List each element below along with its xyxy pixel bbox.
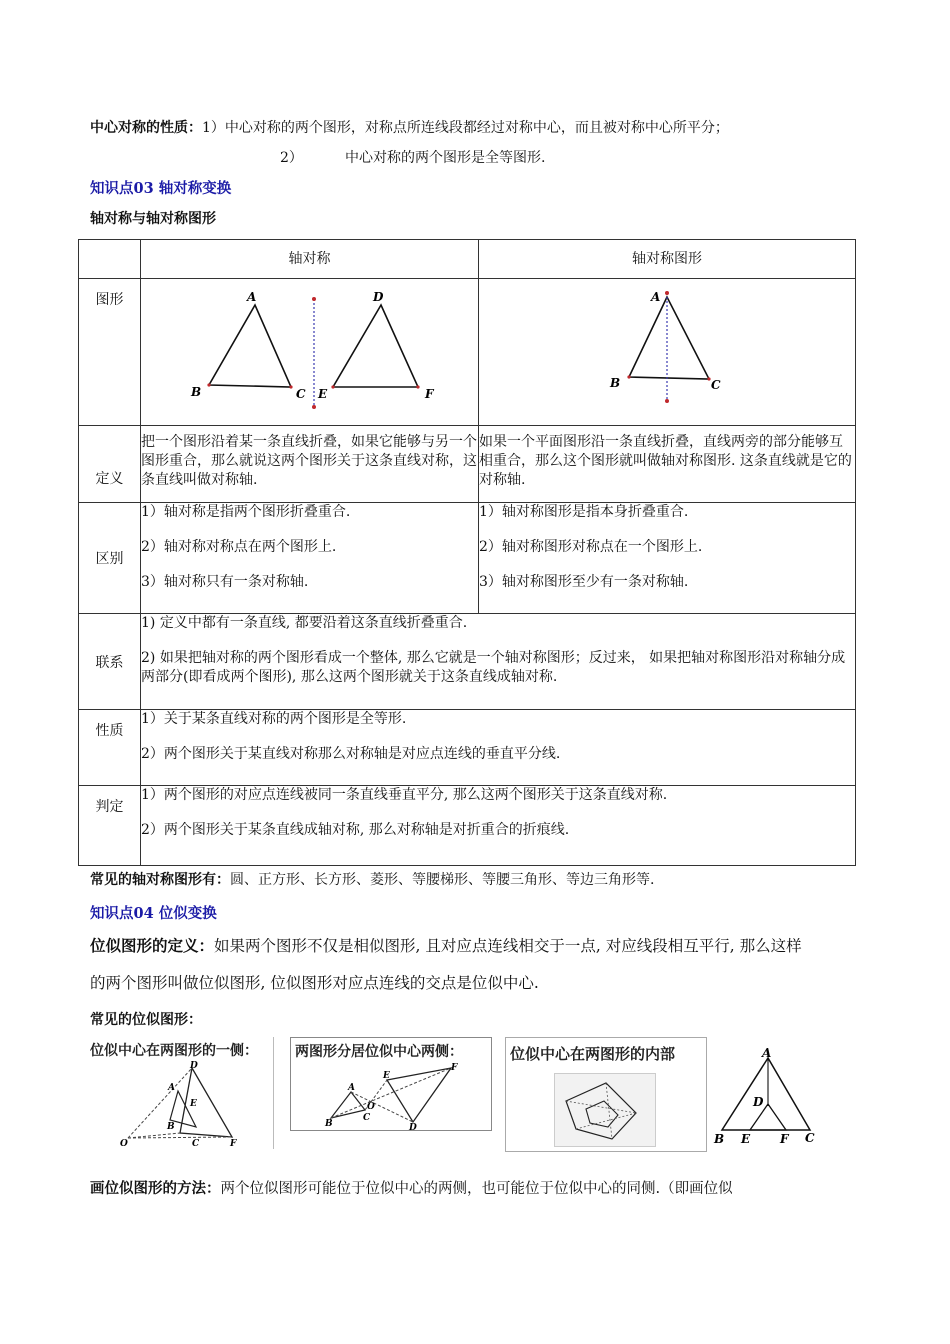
- kp03-subtitle: 轴对称与轴对称图形: [90, 211, 216, 227]
- point-b: [627, 375, 630, 378]
- label-b: B: [167, 1122, 175, 1132]
- row-label-property: 性质: [79, 710, 141, 786]
- label-e: E: [318, 387, 328, 401]
- two-triangles-diagram: [141, 279, 477, 421]
- fig-divider: [273, 1037, 274, 1149]
- label-o: O: [120, 1139, 128, 1149]
- label-e: E: [190, 1099, 197, 1109]
- label-c: C: [296, 387, 306, 401]
- label-d: D: [373, 290, 384, 304]
- label-f: F: [230, 1139, 237, 1149]
- judgement-line-1: 1）两个图形的对应点连线被同一条直线垂直平分, 那么这两个图形关于这条直线对称.: [141, 787, 668, 803]
- label-d: D: [753, 1095, 764, 1109]
- label-a: A: [247, 290, 257, 304]
- draw-method-line: [90, 1177, 733, 1198]
- row-label-relation: 联系: [79, 614, 141, 710]
- row-label-judgement: 判定: [79, 786, 141, 866]
- axis-symmetry-table: [78, 239, 856, 866]
- common-axis-label: 常见的轴对称图形有：: [90, 872, 230, 888]
- relation-line-1: 1) 定义中都有一条直线, 都要沿着这条直线折叠重合.: [141, 615, 468, 631]
- kp03-title: 知识点03 轴对称变换: [90, 180, 232, 197]
- row-label-definition: 定义: [79, 426, 141, 503]
- relation-content: [141, 614, 856, 710]
- label-c: C: [805, 1131, 815, 1145]
- homothety-fig3: [554, 1073, 654, 1145]
- triangle-abc: [331, 1092, 365, 1118]
- point-c: [289, 385, 292, 388]
- label-a: A: [651, 290, 661, 304]
- row-label-difference: 区别: [79, 503, 141, 614]
- triangle-abc: [629, 297, 709, 379]
- common-axis-text: 圆、正方形、长方形、菱形、等腰梯形、等腰三角形、等边三角形等.: [230, 872, 655, 888]
- label-d: D: [409, 1123, 417, 1130]
- difference-right: [479, 503, 856, 614]
- dashed-connector: [606, 1083, 612, 1139]
- label-f: F: [780, 1132, 789, 1146]
- difference-right-1: 1）轴对称图形是指本身折叠重合.: [479, 504, 689, 520]
- relation-line-2: 2) 如果把轴对称的两个图形看成一个整体, 那么它就是一个轴对称图形；反过来， 如果把轴对称图形沿对称轴分成两部分(即看成两个图形), 那么这两个图形就关于这条直线成轴对称.: [141, 650, 846, 685]
- label-f: F: [425, 387, 434, 401]
- homothety-fig2: [291, 1060, 491, 1130]
- central-symmetry-label: 中心对称的性质：: [90, 120, 202, 136]
- homothety-def-line1: [90, 929, 802, 963]
- label-c: C: [363, 1113, 371, 1123]
- label-e: E: [741, 1132, 751, 1146]
- row-label-figure: 图形: [79, 279, 141, 426]
- triangle-abc: [722, 1058, 810, 1130]
- axis-endpoint: [665, 291, 669, 295]
- homothety-def-line2: 的两个图形叫做位似图形, 位似图形对应点连线的交点是位似中心.: [90, 974, 539, 992]
- difference-left-3: 3）轴对称只有一条对称轴.: [141, 574, 309, 590]
- label-e: E: [383, 1071, 390, 1081]
- label-f: F: [451, 1063, 458, 1073]
- triangle-abc: [209, 305, 291, 387]
- fig2-caption: 两图形分居位似中心两侧：: [295, 1044, 463, 1060]
- fig1-caption: 位似中心在两图形的一侧：: [90, 1043, 258, 1059]
- draw-method-label: 画位似图形的方法：: [90, 1180, 221, 1197]
- point-b: [207, 383, 210, 386]
- point-e: [331, 385, 334, 388]
- label-b: B: [610, 376, 621, 390]
- table-header-row: [79, 240, 856, 279]
- fig3-caption: 位似中心在两图形的内部: [510, 1045, 676, 1063]
- triangle-def: [333, 305, 418, 387]
- difference-right-2: 2）轴对称图形对称点在一个图形上.: [479, 539, 703, 555]
- draw-method-text: 两个位似图形可能位于位似中心的两侧，也可能位于位似中心的同侧.（即画位似: [220, 1181, 733, 1197]
- label-b: B: [714, 1132, 725, 1146]
- table-row-judgement: [79, 786, 856, 866]
- figure-axis-symmetry: [141, 279, 479, 426]
- label-b: B: [325, 1119, 333, 1129]
- table-corner: [79, 240, 141, 279]
- definition-left: 把一个图形沿着某一条直线折叠，如果它能够与另一个图形重合，那么就说这两个图形关于这条直线对称，这条直线叫做对称轴.: [141, 426, 479, 503]
- common-axis-line: [90, 869, 654, 889]
- label-c: C: [711, 378, 721, 392]
- axis-endpoint: [312, 297, 316, 301]
- judgement-line-2: 2）两个图形关于某条直线成轴对称, 那么对称轴是对折重合的折痕线.: [141, 822, 570, 838]
- label-d: D: [190, 1061, 198, 1071]
- homothety-def-text1: 如果两个图形不仅是相似图形, 且对应点连线相交于一点, 对应线段相互平行, 那么这样: [214, 937, 802, 955]
- homothety-fig4: [712, 1046, 824, 1146]
- label-c: C: [192, 1139, 200, 1149]
- fig2-box: [290, 1037, 492, 1131]
- figure-axis-symmetric-shape: [479, 279, 856, 426]
- central-symmetry-line1: [90, 117, 729, 137]
- homothety-fig1: [110, 1058, 265, 1150]
- table-row-figure: [79, 279, 856, 426]
- property-content: [141, 710, 856, 786]
- table-row-relation: [79, 614, 856, 710]
- property-line-1: 1）关于某条直线对称的两个图形是全等形.: [141, 711, 407, 727]
- difference-left: [141, 503, 479, 614]
- central-symmetry-p2-num: 2）: [280, 150, 303, 166]
- label-a: A: [762, 1046, 772, 1060]
- point-f: [416, 385, 419, 388]
- difference-right-3: 3）轴对称图形至少有一条对称轴.: [479, 574, 689, 590]
- homothety-def-label: 位似图形的定义：: [90, 936, 215, 955]
- property-line-2: 2）两个图形关于某直线对称那么对称轴是对应点连线的垂直平分线.: [141, 746, 561, 762]
- axis-endpoint: [312, 405, 316, 409]
- table-header-left: 轴对称: [141, 240, 479, 279]
- difference-left-2: 2）轴对称对称点在两个图形上.: [141, 539, 337, 555]
- common-homothety-label: 常见的位似图形：: [90, 1012, 202, 1028]
- ray-of: [128, 1137, 232, 1138]
- table-header-right: 轴对称图形: [479, 240, 856, 279]
- label-o: O: [367, 1102, 375, 1112]
- label-a: A: [168, 1083, 175, 1093]
- isosceles-triangle-diagram: [479, 279, 854, 421]
- definition-right: 如果一个平面图形沿一条直线折叠，直线两旁的部分能够互相重合，那么这个图形就叫做轴对称图形. 这条直线就是它的对称轴.: [479, 426, 856, 503]
- triangle-def: [180, 1068, 232, 1137]
- central-symmetry-p1: 1）中心对称的两个图形，对称点所连线段都经过对称中心，而且被对称中心所平分；: [202, 120, 729, 136]
- axis-endpoint: [665, 399, 669, 403]
- judgement-content: [141, 786, 856, 866]
- fig3-box: [505, 1037, 707, 1152]
- ray-od: [128, 1068, 192, 1138]
- table-row-difference: [79, 503, 856, 614]
- difference-left-1: 1）轴对称是指两个图形折叠重合.: [141, 504, 351, 520]
- label-b: B: [191, 385, 202, 399]
- label-a: A: [348, 1083, 355, 1093]
- table-row-property: [79, 710, 856, 786]
- central-symmetry-p2: 中心对称的两个图形是全等图形.: [345, 150, 546, 166]
- kp04-title: 知识点04 位似变换: [90, 905, 217, 922]
- table-row-definition: [79, 426, 856, 503]
